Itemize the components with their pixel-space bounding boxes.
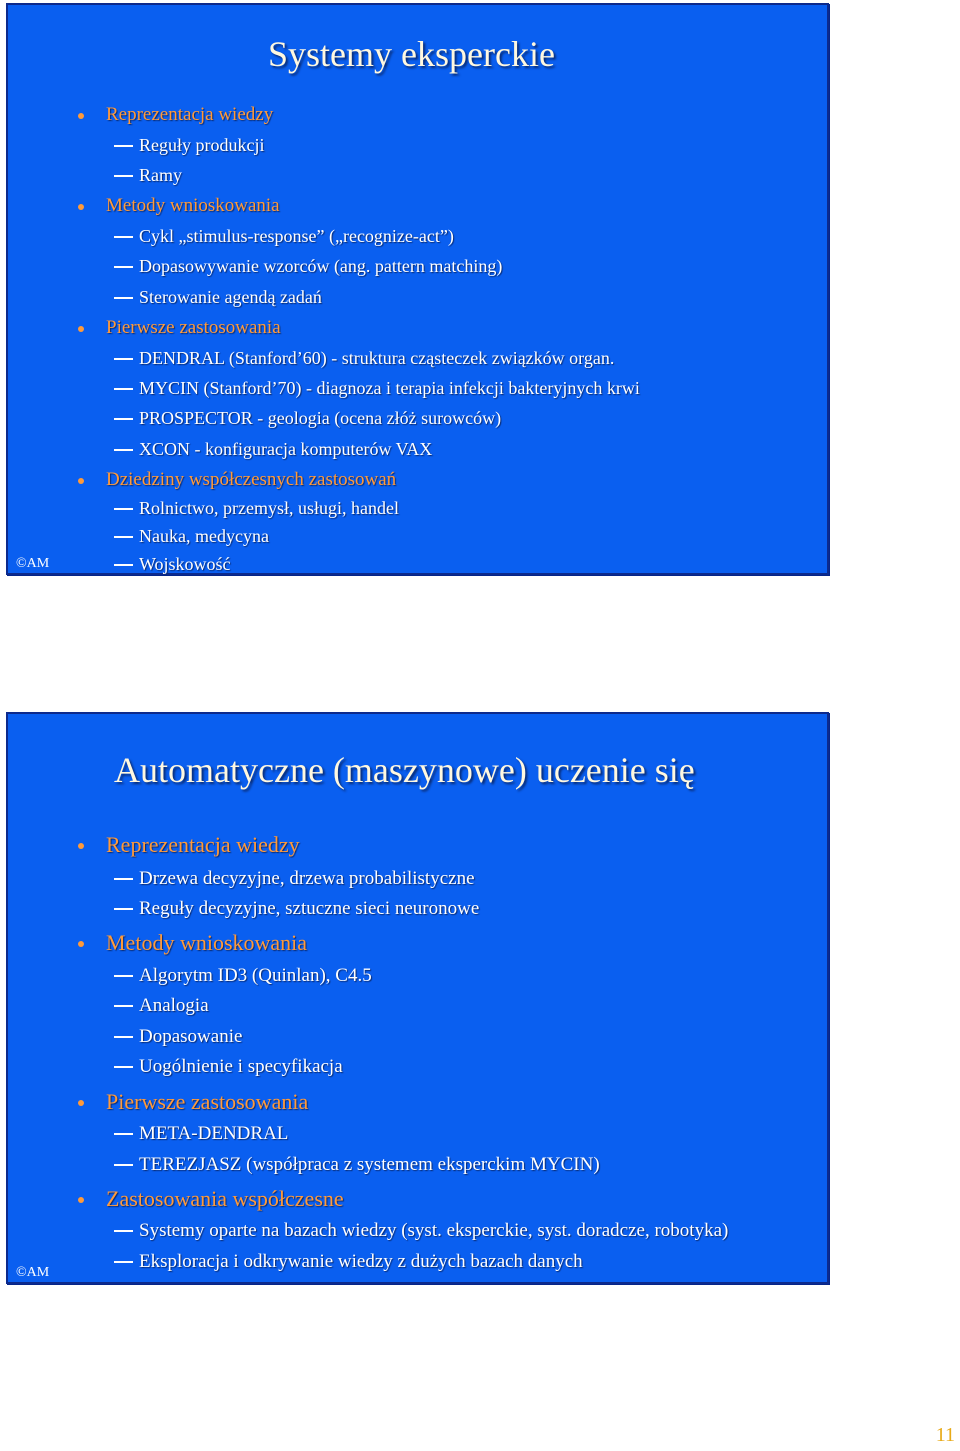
item-text: Sterowanie agendą zadań — [139, 287, 322, 307]
page-number: 11 — [935, 1424, 955, 1446]
dash-icon — [114, 175, 133, 177]
copyright-label: ©AM — [16, 556, 50, 571]
item-text: Zastosowania współczesne — [106, 1186, 344, 1211]
bullet-icon — [78, 113, 84, 119]
dash-icon — [114, 1066, 133, 1068]
item-text: Reguły produkcji — [139, 135, 265, 155]
dash-icon — [114, 878, 133, 880]
dash-icon — [114, 1005, 133, 1007]
dash-icon — [114, 388, 133, 390]
bullet-icon — [78, 843, 84, 849]
item-text: Cykl „stimulus-response” („recognize-act”) — [139, 226, 454, 246]
dash-icon — [114, 536, 133, 538]
item-text: Metody wnioskowania — [106, 195, 280, 216]
dash-icon — [114, 145, 133, 147]
item-text: Dopasowanie — [139, 1026, 243, 1047]
copyright-label: ©AM — [16, 1265, 50, 1280]
dash-icon — [114, 1133, 133, 1135]
item-text: Reprezentacja wiedzy — [106, 104, 274, 125]
item-text: Reguły decyzyjne, sztuczne sieci neuronowe — [139, 898, 480, 919]
item-text: Wojskowość — [139, 554, 231, 574]
item-text: META-DENDRAL — [139, 1123, 289, 1144]
item-text: Drzewa decyzyjne, drzewa probabilistyczne — [139, 868, 475, 889]
item-text: XCON - konfiguracja komputerów VAX — [139, 439, 433, 459]
dash-icon — [114, 297, 133, 299]
item-text: Uogólnienie i specyfikacja — [139, 1056, 343, 1077]
item-text: Pierwsze zastosowania — [106, 1089, 309, 1114]
item-text: MYCIN (Stanford’70) - diagnoza i terapia infekcji bakteryjnych krwi — [139, 378, 640, 398]
dash-icon — [114, 266, 133, 268]
bullet-icon — [78, 326, 84, 332]
slide-uczenie-maszynowe — [6, 712, 829, 1284]
slide-title: Automatyczne (maszynowe) uczenie się — [114, 750, 695, 790]
item-text: Nauka, medycyna — [139, 526, 269, 546]
dash-icon — [114, 908, 133, 910]
item-text: PROSPECTOR - geologia (ocena złóż surowców) — [139, 408, 502, 428]
item-text: Systemy oparte na bazach wiedzy (syst. eksperckie, syst. doradcze, robotyka) — [139, 1220, 729, 1241]
bullet-icon — [78, 1100, 84, 1106]
dash-icon — [114, 975, 133, 977]
dash-icon — [114, 508, 133, 510]
item-text: Rolnictwo, przemysł, usługi, handel — [139, 498, 399, 518]
item-text: Dopasowywanie wzorców (ang. pattern matching) — [139, 256, 503, 276]
item-text: DENDRAL (Stanford’60) - struktura cząsteczek związków organ. — [139, 348, 615, 368]
bullet-icon — [78, 204, 84, 210]
bullet-icon — [78, 478, 84, 484]
item-text: Ramy — [139, 165, 182, 185]
item-text: Reprezentacja wiedzy — [106, 832, 300, 857]
item-text: Metody wnioskowania — [106, 930, 308, 955]
dash-icon — [114, 1036, 133, 1038]
dash-icon — [114, 418, 133, 420]
dash-icon — [114, 1261, 133, 1263]
item-text: Dziedziny współczesnych zastosowań — [106, 469, 397, 490]
item-text: Eksploracja i odkrywanie wiedzy z dużych bazach danych — [139, 1251, 583, 1272]
bullet-icon — [78, 941, 84, 947]
item-text: Analogia — [139, 995, 209, 1016]
slide-systemy-eksperckie — [6, 3, 829, 575]
dash-icon — [114, 358, 133, 360]
dash-icon — [114, 1164, 133, 1166]
dash-icon — [114, 236, 133, 238]
item-text: Algorytm ID3 (Quinlan), C4.5 — [139, 965, 372, 986]
item-text: TEREZJASZ (współpraca z systemem eksperckim MYCIN) — [139, 1154, 600, 1175]
dash-icon — [114, 564, 133, 566]
slide-title: Systemy eksperckie — [268, 34, 555, 74]
dash-icon — [114, 1230, 133, 1232]
dash-icon — [114, 449, 133, 451]
item-text: Pierwsze zastosowania — [106, 317, 281, 338]
bullet-icon — [78, 1197, 84, 1203]
